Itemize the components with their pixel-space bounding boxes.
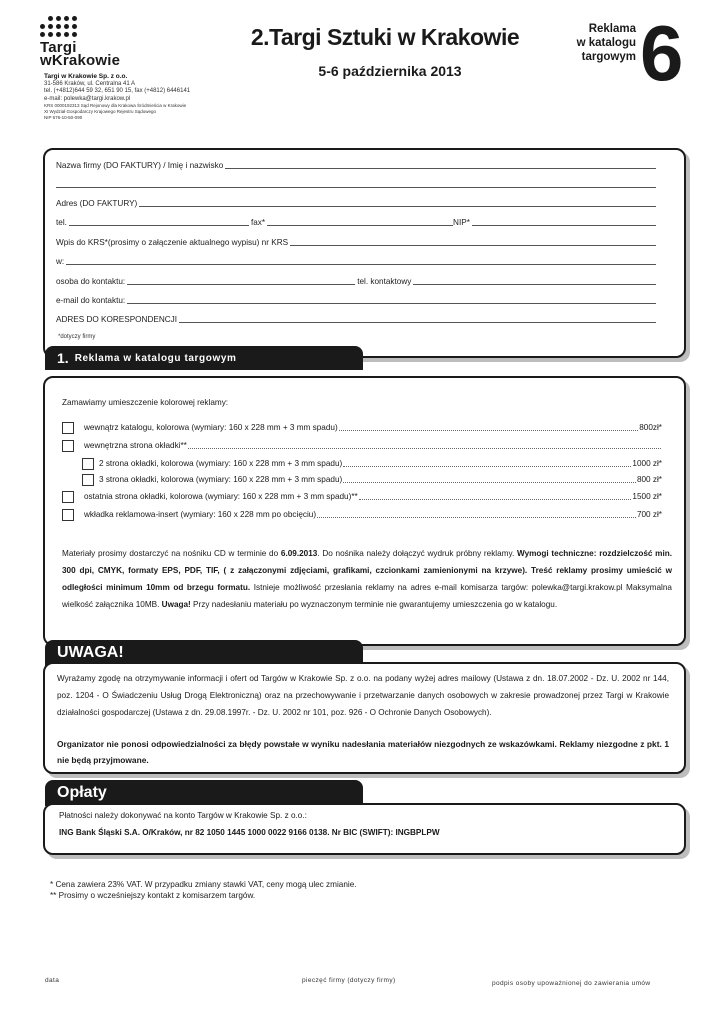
- contact-person-label: osoba do kontaktu:: [56, 277, 126, 286]
- tel-label: tel.: [56, 218, 67, 227]
- contact-email-label: e-mail do kontaktu:: [56, 296, 126, 305]
- company-email: e-mail: polewka@targi.krakow.pl: [44, 95, 131, 102]
- leader-dots: [339, 424, 639, 431]
- leader-dots: [359, 493, 632, 500]
- form-footnote: *dotyczy firmy: [58, 334, 96, 340]
- company-nip: NIP 676-10-50-090: [44, 115, 83, 120]
- checkbox-cover-2[interactable]: [82, 458, 94, 470]
- tel-field[interactable]: [69, 218, 249, 226]
- event-date: 5-6 października 2013: [318, 63, 462, 79]
- option-cover-2: [82, 457, 662, 470]
- contact-footnote: ** Prosimy o wcześniejszy kontakt z komisarzem targów.: [50, 891, 256, 900]
- option-label: wewnątrz katalogu, kolorowa (wymiary: 160 x 228 mm + 3 mm spadu): [84, 423, 338, 432]
- logo-text-line1: Targi: [40, 39, 77, 56]
- leader-dots: [188, 442, 661, 449]
- section1-title: Reklama w katalogu targowym: [74, 352, 237, 364]
- option-cover-3: [82, 473, 662, 486]
- uwaga-title: UWAGA!: [57, 644, 124, 661]
- section1-intro: Zamawiamy umieszczenie kolorowej reklamy:: [62, 398, 229, 407]
- checkbox-inner-cover[interactable]: [62, 440, 74, 452]
- krs-label: Wpis do KRS*(prosimy o załączenie aktualnego wypisu) nr KRS: [56, 238, 289, 247]
- nip-label: NIP*: [453, 218, 470, 227]
- checkbox-cover-3[interactable]: [82, 474, 94, 486]
- company-name-field[interactable]: [225, 161, 656, 169]
- company-name: Targi w Krakowie Sp. z o.o.: [44, 73, 128, 80]
- correspondence-field[interactable]: [179, 315, 656, 323]
- checkbox-back-cover[interactable]: [62, 491, 74, 503]
- option-insert: [62, 508, 662, 521]
- contact-tel-label: tel. kontaktowy: [357, 277, 412, 286]
- fax-field[interactable]: [267, 218, 453, 226]
- company-court: XI Wydział Gospodarczy Krajowego Rejestru Sądowego: [44, 109, 157, 114]
- form-number: 6: [640, 9, 682, 97]
- company-phone: tel. (+4812)644 59 32, 651 90 15, fax (+4812) 6446141: [44, 88, 191, 94]
- logo-text-line2: wKrakowie: [40, 52, 121, 69]
- oplaty-title: Opłaty: [57, 784, 107, 801]
- company-name-label: Nazwa firmy (DO FAKTURY) / Imię i nazwisko: [56, 161, 224, 170]
- w-field[interactable]: [66, 257, 656, 265]
- signature-date-label: data: [45, 977, 60, 984]
- option-inside-catalog: [62, 421, 662, 434]
- para-text: Istnieje możliwość przesłania reklamy na adres e-mail komisarza targów: polewka@targi.krakow.pl Maksymalna wielkość załącznika 10MB.: [62, 583, 672, 609]
- option-price: 700 zł*: [636, 510, 662, 519]
- w-label: w:: [56, 257, 65, 266]
- option-inner-cover: [62, 439, 662, 452]
- company-krs: KRS 0000192313 Sąd Rejonowy dla Krakowa Śródmieścia w Krakowie: [44, 103, 187, 108]
- address-label: Adres (DO FAKTURY): [56, 199, 138, 208]
- technical-requirements: Wymogi techniczne: rozdzielczość min. 300 dpi, CMYK, formaty EPS, PDF, TIF, ( z załączonymi zdjęciami, grafikami, czcionkami zamienionymi na krzywe). Treść reklamy prosimy umieścić w odległości minimum 10mm od brzegu formatu.: [62, 549, 672, 592]
- option-price: 1000 zł*: [632, 459, 662, 468]
- checkbox-inside-catalog[interactable]: [62, 422, 74, 434]
- form-category: [556, 22, 636, 64]
- company-address: 31-586 Kraków, ul. Centralna 41 A: [44, 80, 136, 87]
- signature-stamp-label: pieczęć firmy (dotyczy firmy): [302, 977, 396, 984]
- option-label: 3 strona okładki, kolorowa (wymiary: 160 x 228 mm + 3 mm spadu): [99, 475, 343, 484]
- form-category-line2: w katalogu: [576, 37, 636, 49]
- consent-text: Wyrażamy zgodę na otrzymywanie informacji i ofert od Targów w Krakowie Sp. z o.o. na podany wyżej adres mailowy (Ustawa z dn. 18.07.2002 - Dz. U. 2002 nr 144, poz. 1204 - O Świadczeniu Usług Drogą Elektroniczną) oraz na przechowywanie i przetwarzanie danych osobowych w zakresie prowadzonej przez Targi w Krakowie działalności gospodarczej (Ustawa z dn. 29.08.1997r. - Dz. U. 2002 nr 101, poz. 926 - O Ochronie Danych Osobowych).: [57, 674, 669, 717]
- para-text: . Do nośnika należy dołączyć wydruk próbny reklamy.: [317, 549, 517, 558]
- correspondence-label: ADRES DO KORESPONDENCJI: [56, 315, 178, 324]
- nip-field[interactable]: [472, 218, 656, 226]
- page-title: 2.Targi Sztuki w Krakowie: [250, 24, 520, 50]
- section1-tab: [45, 346, 363, 370]
- company-info: [44, 73, 244, 121]
- option-price: 800 zł*: [636, 475, 662, 484]
- disclaimer-text: Organizator nie ponosi odpowiedzialności za błędy powstałe w wyniku nadesłania materiałów niezgodnych ze wskazówkami. Reklamy niezgodne z pkt. 1 nie będą przyjmowane.: [57, 739, 669, 765]
- materials-instructions: [62, 545, 672, 613]
- para-text: Materiały prosimy dostarczyć na nośniku CD w terminie do: [62, 549, 281, 558]
- address-field[interactable]: [139, 199, 656, 207]
- leader-dots: [343, 460, 631, 467]
- para-text: Przy nadesłaniu materiału po wyznaczonym terminie nie gwarantujemy umieszczenia go w katalogu.: [190, 600, 558, 609]
- option-label: wewnętrzna strona okładki**: [84, 441, 187, 450]
- krs-field[interactable]: [290, 238, 656, 246]
- option-label: wkładka reklamowa-insert (wymiary: 160 x 228 mm po obcięciu): [84, 510, 317, 519]
- vat-footnote: * Cena zawiera 23% VAT. W przypadku zmiany stawki VAT, ceny mogą ulec zmianie.: [50, 880, 357, 889]
- fax-label: fax*: [250, 218, 266, 227]
- form-category-line1: Reklama: [588, 23, 636, 35]
- company-name-field-2[interactable]: [56, 180, 656, 188]
- signature-person-label: podpis osoby upoważnionej do zawierania umów: [492, 980, 651, 987]
- logo-dots-icon: [40, 16, 150, 37]
- option-label: 2 strona okładki, kolorowa (wymiary: 160 x 228 mm + 3 mm spadu): [99, 459, 343, 468]
- form-category-line3: targowym: [581, 51, 636, 63]
- section1-number: 1.: [57, 350, 69, 366]
- leader-dots: [343, 476, 636, 483]
- option-price: 800zł*: [639, 423, 662, 432]
- option-back-cover: [62, 490, 662, 503]
- leader-dots: [317, 511, 636, 518]
- option-price: 1500 zł*: [632, 492, 662, 501]
- option-label: ostatnia strona okładki, kolorowa (wymiary: 160 x 228 mm + 3 mm spadu)**: [84, 492, 358, 501]
- checkbox-insert[interactable]: [62, 509, 74, 521]
- contact-email-field[interactable]: [127, 296, 656, 304]
- deadline-date: 6.09.2013: [280, 549, 318, 558]
- para-warning: Uwaga!: [161, 600, 191, 609]
- contact-person-field[interactable]: [127, 277, 355, 285]
- logo: [40, 16, 150, 67]
- payment-info: Płatności należy dokonywać na konto Targów w Krakowie Sp. z o.o.:: [59, 811, 307, 820]
- contact-tel-field[interactable]: [413, 277, 656, 285]
- bank-account: ING Bank Śląski S.A. O/Kraków, nr 82 1050 1445 1000 0022 9166 0138. Nr BIC (SWIFT): INGBPLPW: [59, 828, 440, 837]
